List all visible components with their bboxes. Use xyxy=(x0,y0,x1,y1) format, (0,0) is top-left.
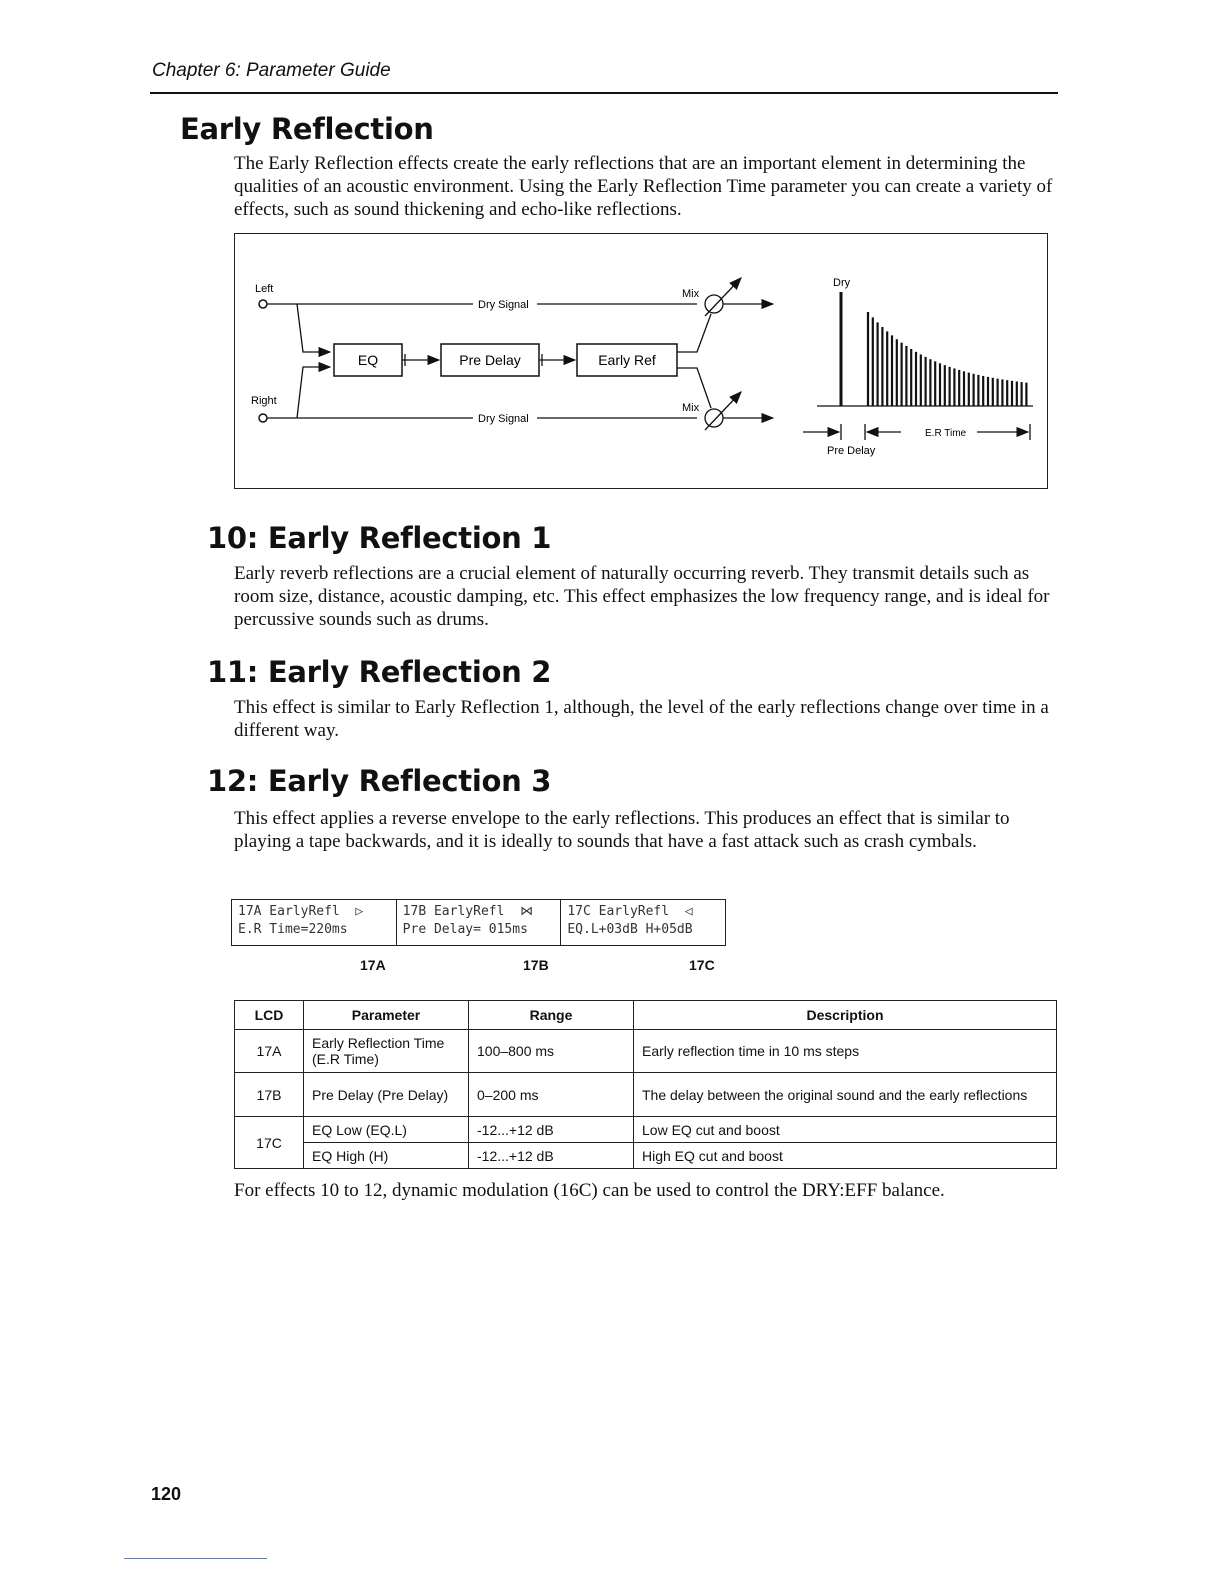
effect-11-title: 11: Early Reflection 2 xyxy=(207,655,552,689)
lcd-17b-line2: Pre Delay= 015ms xyxy=(402,922,528,937)
eq-block-label: EQ xyxy=(357,352,379,368)
effect-12-text: This effect applies a reverse envelope to the early reflections. This produces an effect that is similar to playing a tape backwards, and it is ideally to sounds that have a fast attack such as crash cymbals. xyxy=(234,808,1010,852)
mix-top-label: Mix xyxy=(682,288,700,300)
lcd-17b-line1: 17B EarlyRefl ⋈ xyxy=(402,904,534,919)
footnote-rule xyxy=(124,1558,267,1559)
right-label: Right xyxy=(251,395,277,407)
effect-11-desc xyxy=(234,696,1064,742)
lcd-17c xyxy=(561,900,725,945)
col-description: Description xyxy=(634,1001,1057,1030)
right-input-node xyxy=(259,414,267,422)
table-row xyxy=(235,1117,1057,1143)
signal-flow-diagram xyxy=(234,233,1048,489)
cell-lcd: 17A xyxy=(235,1030,304,1073)
cell-lcd: 17C xyxy=(235,1117,304,1169)
left-input-node xyxy=(259,300,267,308)
graph-dry-label: Dry xyxy=(833,277,851,289)
lcd-screens xyxy=(231,899,726,946)
cell-parameter: EQ High (H) xyxy=(304,1143,469,1169)
lcd-17a-line2: E.R Time=220ms xyxy=(238,922,348,937)
lcd-17c-line2: EQ.L+03dB H+05dB xyxy=(567,922,693,937)
lcd-17c-label: 17C xyxy=(689,957,715,973)
cell-lcd: 17B xyxy=(235,1073,304,1117)
effect-10-desc xyxy=(234,562,1064,631)
diagram-svg xyxy=(235,234,1049,490)
table-header-row xyxy=(235,1001,1057,1030)
footer-note: For effects 10 to 12, dynamic modulation (16C) can be used to control the DRY:EFF balance. xyxy=(234,1180,945,1201)
mix-top-knob-icon xyxy=(705,295,723,313)
early-ref-block-label: Early Ref xyxy=(598,352,656,368)
effect-10-title: 10: Early Reflection 1 xyxy=(207,521,552,555)
col-lcd: LCD xyxy=(235,1001,304,1030)
mix-bottom-label: Mix xyxy=(682,402,700,414)
lcd-17c-line1: 17C EarlyRefl ◁ xyxy=(567,904,693,919)
lcd-17a xyxy=(232,900,397,945)
reflection-bars xyxy=(841,292,1026,406)
mix-bottom-knob-icon xyxy=(705,409,723,427)
table-row xyxy=(235,1143,1057,1169)
cell-description: The delay between the original sound and the early reflections xyxy=(634,1073,1057,1117)
cell-range: 100–800 ms xyxy=(469,1030,634,1073)
cell-parameter: Pre Delay (Pre Delay) xyxy=(304,1073,469,1117)
page-number: 120 xyxy=(151,1484,182,1504)
lcd-17b-label: 17B xyxy=(523,957,549,973)
parameter-table xyxy=(234,1000,1057,1169)
cell-parameter: Early Reflection Time (E.R Time) xyxy=(304,1030,469,1073)
cell-range: -12...+12 dB xyxy=(469,1117,634,1143)
lcd-17a-line1: 17A EarlyRefl ▷ xyxy=(238,904,364,919)
effect-10-text: Early reverb reflections are a crucial element of naturally occurring reverb. They transmit details such as room size, distance, acoustic damping, etc. This effect emphasizes the low frequency range, and is ideal for percussive sounds such as drums. xyxy=(234,563,1050,630)
col-parameter: Parameter xyxy=(304,1001,469,1030)
cell-description: Early reflection time in 10 ms steps xyxy=(634,1030,1057,1073)
col-range: Range xyxy=(469,1001,634,1030)
chapter-header: Chapter 6: Parameter Guide xyxy=(152,60,391,81)
header-rule xyxy=(150,92,1058,94)
section-title: Early Reflection xyxy=(180,112,434,146)
table-row xyxy=(235,1073,1057,1117)
effect-12-title: 12: Early Reflection 3 xyxy=(207,764,552,798)
cell-range: 0–200 ms xyxy=(469,1073,634,1117)
cell-parameter: EQ Low (EQ.L) xyxy=(304,1117,469,1143)
effect-11-text: This effect is similar to Early Reflection 1, although, the level of the early reflections change over time in a different way. xyxy=(234,697,1049,741)
table-row xyxy=(235,1030,1057,1073)
dry-signal-top-label: Dry Signal xyxy=(478,299,529,311)
dry-signal-bottom-label: Dry Signal xyxy=(478,413,529,425)
section-intro xyxy=(234,152,1064,221)
graph-er-time-label: E.R Time xyxy=(925,428,967,439)
left-label: Left xyxy=(255,283,274,295)
effect-12-desc xyxy=(234,807,1064,853)
cell-description: Low EQ cut and boost xyxy=(634,1117,1057,1143)
pre-delay-block-label: Pre Delay xyxy=(459,352,521,368)
section-intro-text: The Early Reflection effects create the early reflections that are an important element in determining the qualities of an acoustic environment. Using the Early Reflection Time parameter you can create a variety of effects, such as sound thickening and echo-like reflections. xyxy=(234,153,1053,220)
cell-range: -12...+12 dB xyxy=(469,1143,634,1169)
graph-pre-delay-label: Pre Delay xyxy=(827,445,876,457)
lcd-17b xyxy=(397,900,562,945)
lcd-17a-label: 17A xyxy=(360,957,386,973)
cell-description: High EQ cut and boost xyxy=(634,1143,1057,1169)
